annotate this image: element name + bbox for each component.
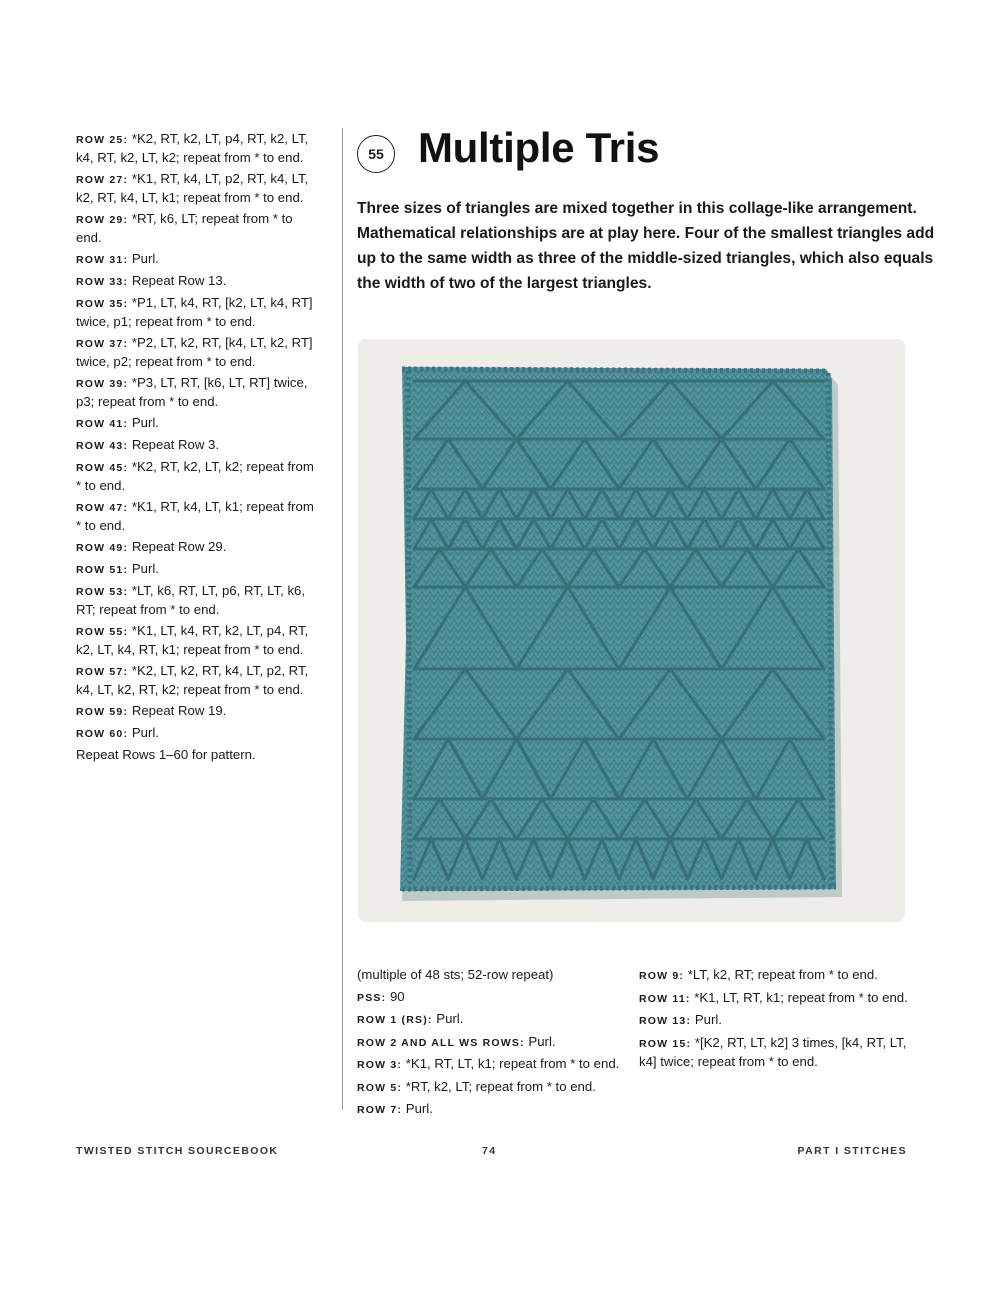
row-label: ROW 51: bbox=[76, 564, 129, 576]
instruction-row bbox=[76, 746, 320, 764]
row-text: Purl. bbox=[128, 725, 159, 740]
row-label: ROW 45: bbox=[76, 462, 129, 474]
instruction-row bbox=[357, 988, 639, 1007]
pattern-number: 55 bbox=[368, 146, 384, 162]
row-label: ROW 9: bbox=[639, 970, 685, 982]
row-label: ROW 11: bbox=[639, 992, 691, 1005]
row-text: *LT, k2, RT; repeat from * to end. bbox=[684, 967, 878, 982]
row-label: PSS: bbox=[357, 991, 387, 1004]
row-label: ROW 49: bbox=[76, 542, 129, 554]
instruction-row bbox=[76, 538, 320, 557]
instruction-row bbox=[76, 498, 320, 535]
row-text: *RT, k2, LT; repeat from * to end. bbox=[402, 1078, 596, 1094]
instruction-row bbox=[357, 1100, 639, 1119]
row-label: ROW 7: bbox=[357, 1104, 403, 1116]
row-label: ROW 57: bbox=[76, 666, 129, 678]
row-label: ROW 43: bbox=[76, 440, 129, 452]
row-text: Purl. bbox=[691, 1012, 722, 1027]
pattern-number-badge bbox=[357, 135, 395, 173]
instruction-row bbox=[639, 1034, 909, 1071]
row-text: Repeat Row 19. bbox=[128, 703, 227, 718]
row-text: 90 bbox=[386, 988, 405, 1004]
instruction-row bbox=[639, 966, 909, 985]
instruction-row bbox=[76, 622, 320, 659]
row-label: ROW 35: bbox=[76, 298, 129, 310]
row-label: ROW 47: bbox=[76, 502, 129, 514]
row-label: ROW 41: bbox=[76, 418, 129, 430]
instruction-row bbox=[357, 1055, 639, 1074]
row-text: Purl. bbox=[128, 561, 159, 576]
row-text: Purl. bbox=[432, 1011, 464, 1026]
row-label: ROW 59: bbox=[76, 706, 129, 718]
instruction-row bbox=[76, 582, 320, 619]
row-text: Repeat Row 3. bbox=[128, 437, 220, 452]
row-text: *K2, RT, k2, LT, k2; repeat from * to end. bbox=[76, 459, 314, 493]
instruction-row bbox=[76, 662, 320, 699]
row-text: *P3, LT, RT, [k6, LT, RT] twice, p3; repeat from * to end. bbox=[76, 375, 308, 409]
row-label: ROW 27: bbox=[76, 174, 129, 186]
instruction-row bbox=[639, 989, 909, 1008]
instruction-row bbox=[357, 1010, 639, 1029]
instruction-row bbox=[76, 458, 320, 495]
instruction-row bbox=[76, 294, 320, 331]
instruction-row bbox=[76, 250, 320, 269]
column-divider bbox=[342, 128, 343, 1110]
row-label: ROW 31: bbox=[76, 254, 129, 266]
bottom-left-instructions bbox=[357, 966, 639, 1123]
instruction-row bbox=[76, 724, 320, 743]
row-text: Repeat Row 13. bbox=[128, 273, 227, 288]
knit-swatch-illustration bbox=[358, 339, 905, 922]
row-text: *LT, k6, RT, LT, p6, RT, LT, k6, RT; repeat from * to end. bbox=[76, 583, 306, 617]
row-text: *RT, k6, LT; repeat from * to end. bbox=[76, 211, 293, 245]
row-text: *[K2, RT, LT, k2] 3 times, [k4, RT, LT, k4] twice; repeat from * to end. bbox=[639, 1034, 907, 1069]
instruction-row bbox=[357, 1078, 639, 1097]
row-label: ROW 53: bbox=[76, 586, 129, 598]
instruction-row bbox=[76, 272, 320, 291]
knit-swatch-photo bbox=[358, 339, 905, 922]
row-label: ROW 29: bbox=[76, 214, 129, 226]
row-label: ROW 3: bbox=[357, 1059, 403, 1071]
instruction-row bbox=[76, 436, 320, 455]
instruction-row bbox=[639, 1011, 909, 1030]
row-text: Purl. bbox=[524, 1033, 556, 1049]
instruction-row bbox=[76, 210, 320, 247]
row-text: Repeat Row 29. bbox=[128, 539, 227, 554]
row-label: ROW 25: bbox=[76, 134, 129, 146]
left-instructions bbox=[76, 130, 320, 767]
row-text: Purl. bbox=[128, 415, 159, 430]
row-text: *P1, LT, k4, RT, [k2, LT, k4, RT] twice, p1; repeat from * to end. bbox=[76, 295, 313, 329]
instruction-row bbox=[76, 130, 320, 167]
row-label: ROW 39: bbox=[76, 378, 129, 390]
footer-section: PART I STITCHES bbox=[797, 1145, 907, 1157]
row-label: ROW 60: bbox=[76, 728, 129, 740]
instruction-row bbox=[76, 414, 320, 433]
row-text: *P2, LT, k2, RT, [k4, LT, k2, RT] twice, p2; repeat from * to end. bbox=[76, 335, 313, 369]
row-text: (multiple of 48 sts; 52-row repeat) bbox=[357, 967, 554, 982]
intro-paragraph: Three sizes of triangles are mixed together in this collage-like arrangement. Mathematical relationships are at play here. Four of the smallest triangles add up to the same width as three of the middle-sized triangles, which also equals the width of two of the largest triangles. bbox=[357, 200, 935, 292]
instruction-row bbox=[76, 334, 320, 371]
row-label: ROW 55: bbox=[76, 626, 129, 638]
row-label: ROW 5: bbox=[357, 1081, 403, 1094]
row-text: Purl. bbox=[128, 251, 159, 266]
row-text: *K1, LT, RT, k1; repeat from * to end. bbox=[690, 989, 908, 1005]
row-text: *K1, RT, k4, LT, p2, RT, k4, LT, k2, RT, k4, LT, k1; repeat from * to end. bbox=[76, 171, 309, 205]
row-text: *K2, RT, k2, LT, p4, RT, k2, LT, k4, RT, k2, LT, k2; repeat from * to end. bbox=[76, 131, 309, 165]
row-label: ROW 1 (RS): bbox=[357, 1014, 433, 1026]
row-text: *K1, RT, k4, LT, k1; repeat from * to end. bbox=[76, 499, 314, 533]
bottom-right-instructions bbox=[639, 966, 909, 1074]
instruction-row bbox=[357, 1033, 639, 1052]
row-label: ROW 37: bbox=[76, 338, 129, 350]
instruction-row bbox=[76, 702, 320, 721]
instruction-row bbox=[76, 560, 320, 579]
footer-page-number: 74 bbox=[482, 1145, 497, 1157]
row-text: *K1, RT, LT, k1; repeat from * to end. bbox=[402, 1056, 620, 1071]
row-text: *K2, LT, k2, RT, k4, LT, p2, RT, k4, LT, k2, RT, k2; repeat from * to end. bbox=[76, 663, 309, 697]
row-label: ROW 15: bbox=[639, 1037, 692, 1050]
footer-book-title: TWISTED STITCH SOURCEBOOK bbox=[76, 1145, 279, 1157]
instruction-row bbox=[76, 170, 320, 207]
instruction-row bbox=[357, 966, 639, 984]
row-text: *K1, LT, k4, RT, k2, LT, p4, RT, k2, LT, k4, RT, k1; repeat from * to end. bbox=[76, 623, 309, 657]
page-title: Multiple Tris bbox=[418, 124, 660, 171]
row-text: Repeat Rows 1–60 for pattern. bbox=[76, 747, 256, 762]
row-label: ROW 2 AND ALL WS ROWS: bbox=[357, 1036, 525, 1049]
row-text: Purl. bbox=[402, 1101, 433, 1116]
row-label: ROW 13: bbox=[639, 1015, 692, 1027]
instruction-row bbox=[76, 374, 320, 411]
row-label: ROW 33: bbox=[76, 276, 129, 288]
